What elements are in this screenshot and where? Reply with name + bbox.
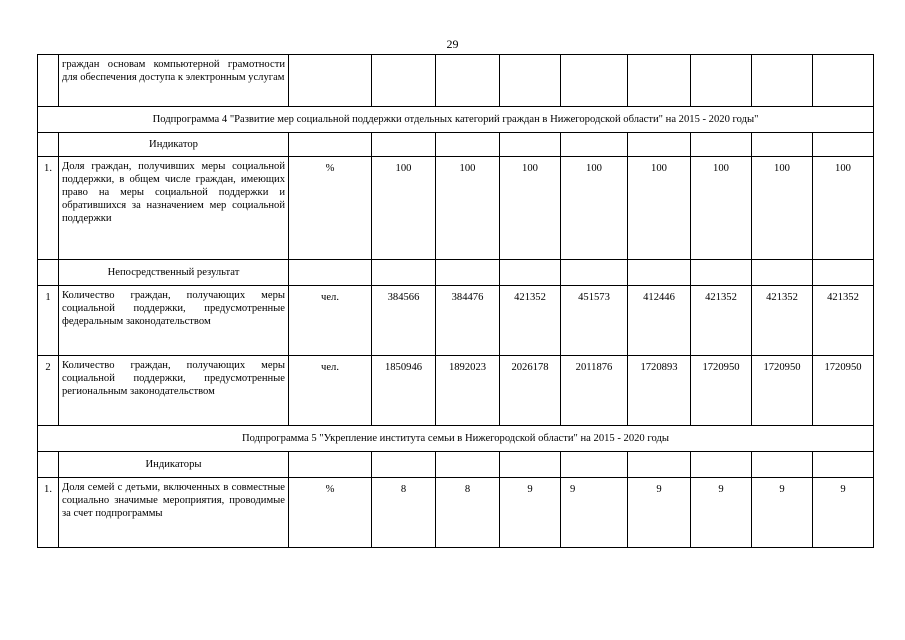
value-cell bbox=[691, 55, 752, 107]
table-row bbox=[38, 286, 874, 356]
value-cell bbox=[500, 260, 561, 286]
value-cell bbox=[372, 452, 436, 478]
table-row bbox=[38, 356, 874, 426]
value-cell: 1720950 bbox=[813, 356, 874, 426]
unit-cell bbox=[289, 260, 372, 286]
value-cell: 100 bbox=[752, 157, 813, 260]
row-number: 1. bbox=[38, 478, 59, 548]
value-cell bbox=[691, 260, 752, 286]
value-cell: 8 bbox=[436, 478, 500, 548]
value-cell: 100 bbox=[628, 157, 691, 260]
value-cell: 451573 bbox=[561, 286, 628, 356]
row-number: 2 bbox=[38, 356, 59, 426]
value-cell: 100 bbox=[372, 157, 436, 260]
value-cell: 100 bbox=[500, 157, 561, 260]
value-cell bbox=[628, 260, 691, 286]
subprogram-5-title: Подпрограмма 5 "Укрепление института семьи в Нижегородской области" на 2015 - 2020 годы bbox=[38, 426, 874, 452]
value-cell bbox=[372, 260, 436, 286]
page-number: 29 bbox=[446, 37, 459, 51]
value-cell bbox=[500, 133, 561, 157]
value-cell: 1720950 bbox=[691, 356, 752, 426]
value-cell: 9 bbox=[691, 478, 752, 548]
unit-cell: чел. bbox=[289, 356, 372, 426]
value-cell: 100 bbox=[436, 157, 500, 260]
unit-cell: чел. bbox=[289, 286, 372, 356]
value-cell bbox=[813, 260, 874, 286]
indicator-section-label: Индикатор bbox=[59, 133, 289, 157]
value-cell: 100 bbox=[813, 157, 874, 260]
value-cell bbox=[752, 55, 813, 107]
value-cell: 1720950 bbox=[752, 356, 813, 426]
value-cell bbox=[628, 55, 691, 107]
value-cell bbox=[752, 260, 813, 286]
value-cell bbox=[813, 55, 874, 107]
value-cell: 412446 bbox=[628, 286, 691, 356]
value-cell bbox=[561, 452, 628, 478]
section-label-row bbox=[38, 260, 874, 286]
value-cell: 384566 bbox=[372, 286, 436, 356]
section-label-row bbox=[38, 133, 874, 157]
value-cell: 100 bbox=[691, 157, 752, 260]
value-cell bbox=[628, 478, 691, 548]
unit-cell: % bbox=[289, 157, 372, 260]
value-cell bbox=[691, 133, 752, 157]
table-row bbox=[38, 157, 874, 260]
unit-cell bbox=[289, 133, 372, 157]
indicator-section-label: Индикаторы bbox=[59, 452, 289, 478]
value-cell: 2011876 bbox=[561, 356, 628, 426]
value-cell: 1892023 bbox=[436, 356, 500, 426]
row-number: 1. bbox=[38, 157, 59, 260]
value-cell: 9 bbox=[500, 478, 561, 548]
value-cell bbox=[561, 55, 628, 107]
unit-cell: % bbox=[289, 478, 372, 548]
value-cell bbox=[691, 452, 752, 478]
row-number bbox=[38, 260, 59, 286]
value-cell: 8 bbox=[372, 478, 436, 548]
indicator-name: Доля граждан, получивших меры социальной поддержки, в общем числе граждан, имеющих право на меры социальной поддержки и обратившихся за назначением мер социальной поддержки bbox=[59, 157, 289, 260]
value-cell: 2026178 bbox=[500, 356, 561, 426]
value-cell bbox=[500, 452, 561, 478]
unit-cell bbox=[289, 452, 372, 478]
value-cell bbox=[372, 55, 436, 107]
value-cell: 1850946 bbox=[372, 356, 436, 426]
subprogram-header-row bbox=[38, 107, 874, 133]
value-cell: 9 bbox=[813, 478, 874, 548]
indicators-table bbox=[37, 54, 874, 548]
value-cell bbox=[436, 260, 500, 286]
value-cell bbox=[752, 452, 813, 478]
value-cell: 9 bbox=[752, 478, 813, 548]
subprogram-header-row bbox=[38, 426, 874, 452]
indicator-name: Количество граждан, получающих меры социальной поддержки, предусмотренные федеральным законодательством bbox=[59, 286, 289, 356]
value-cell: 1720893 bbox=[628, 356, 691, 426]
value-cell bbox=[628, 133, 691, 157]
value-cell: 421352 bbox=[813, 286, 874, 356]
value-cell bbox=[436, 133, 500, 157]
value-cell: 100 bbox=[561, 157, 628, 260]
value-cell bbox=[813, 452, 874, 478]
value-cell bbox=[436, 55, 500, 107]
value-cell bbox=[561, 133, 628, 157]
value-cell: 384476 bbox=[436, 286, 500, 356]
unit-cell bbox=[289, 55, 372, 107]
section-label-row bbox=[38, 452, 874, 478]
result-section-label: Непосредственный результат bbox=[59, 260, 289, 286]
value-cell: 421352 bbox=[500, 286, 561, 356]
value-cell bbox=[813, 133, 874, 157]
row-number bbox=[38, 55, 59, 107]
value-text: 9 bbox=[570, 484, 576, 495]
table-row bbox=[38, 478, 874, 548]
value-cell: 421352 bbox=[691, 286, 752, 356]
value-cell bbox=[628, 452, 691, 478]
value-cell bbox=[561, 478, 628, 548]
value-cell bbox=[500, 55, 561, 107]
indicator-name: Доля семей с детьми, включенных в совместные социально значимые мероприятия, проводимые за счет подпрограммы bbox=[59, 478, 289, 548]
row-number: 1 bbox=[38, 286, 59, 356]
row-number bbox=[38, 133, 59, 157]
value-cell bbox=[372, 133, 436, 157]
value-cell bbox=[561, 260, 628, 286]
value-cell bbox=[436, 452, 500, 478]
value-text: 9 bbox=[656, 484, 662, 495]
indicator-name: Количество граждан, получающих меры социальной поддержки, предусмотренные региональным законодательством bbox=[59, 356, 289, 426]
value-cell: 421352 bbox=[752, 286, 813, 356]
table-row bbox=[38, 55, 874, 107]
subprogram-4-title: Подпрограмма 4 "Развитие мер социальной поддержки отдельных категорий граждан в Нижегородской области" на 2015 - 2020 годы" bbox=[38, 107, 874, 133]
indicator-name: граждан основам компьютерной грамотности для обеспечения доступа к электронным услугам bbox=[59, 55, 289, 107]
value-cell bbox=[752, 133, 813, 157]
row-number bbox=[38, 452, 59, 478]
